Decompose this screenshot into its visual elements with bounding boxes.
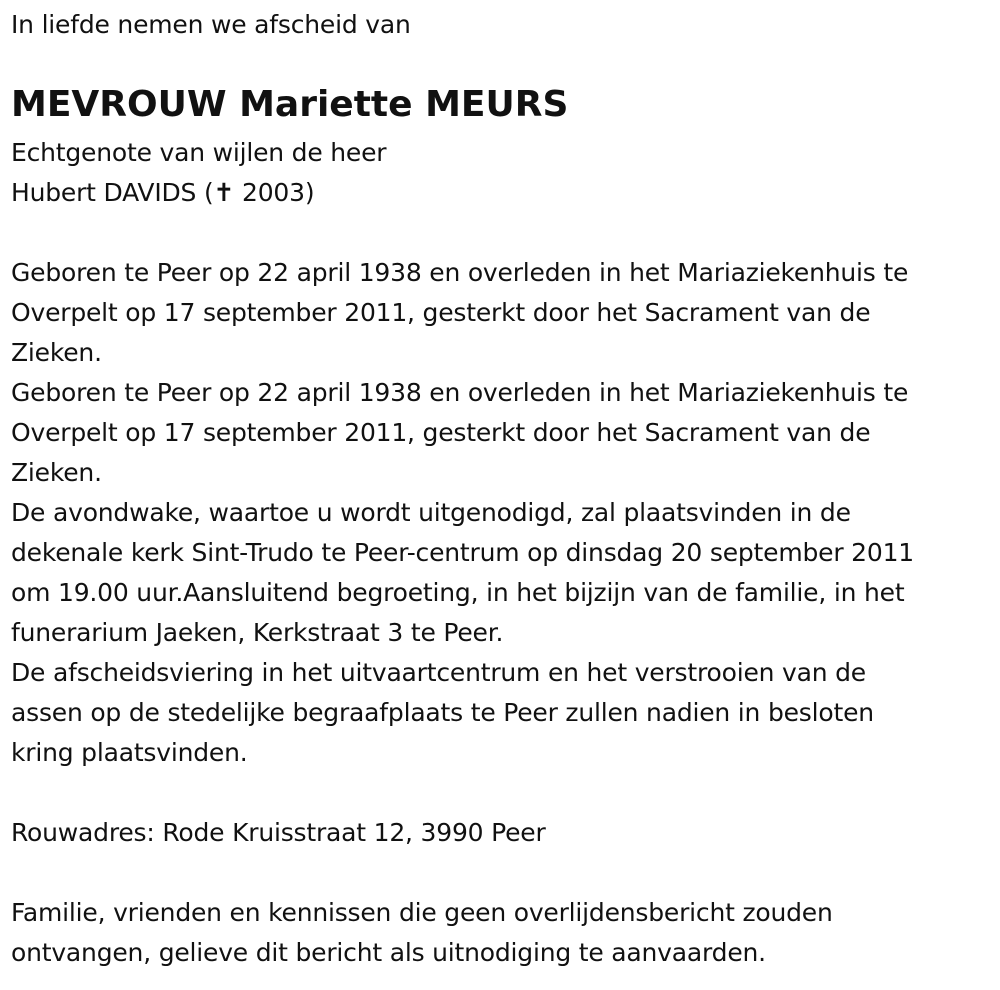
mourning-address: Rouwadres: Rode Kruisstraat 12, 3990 Peer xyxy=(11,818,546,847)
details-line: om 19.00 uur.Aansluitend begroeting, in het bijzijn van de familie, in het xyxy=(11,578,905,607)
details-line: Geboren te Peer op 22 april 1938 en overleden in het Mariaziekenhuis te xyxy=(11,378,909,407)
details-line: assen op de stedelijke begraafplaats te Peer zullen nadien in besloten xyxy=(11,698,874,727)
details-line: funerarium Jaeken, Kerkstraat 3 te Peer. xyxy=(11,618,504,647)
details-line: De avondwake, waartoe u wordt uitgenodigd, zal plaatsvinden in de xyxy=(11,498,851,527)
spouse-line: Echtgenote van wijlen de heer xyxy=(11,138,387,167)
family-line: ontvangen, gelieve dit bericht als uitnodiging te aanvaarden. xyxy=(11,938,766,967)
deceased-name: MEVROUW Mariette MEURS xyxy=(11,84,569,125)
details-line: Geboren te Peer op 22 april 1938 en overleden in het Mariaziekenhuis te xyxy=(11,258,909,287)
details-line: Zieken. xyxy=(11,458,102,487)
details-line: Zieken. xyxy=(11,338,102,367)
family-block xyxy=(11,893,833,973)
details-line: Overpelt op 17 september 2011, gesterkt door het Sacrament van de xyxy=(11,418,871,447)
family-line: Familie, vrienden en kennissen die geen overlijdensbericht zouden xyxy=(11,898,833,927)
details-block xyxy=(11,253,914,773)
details-line: dekenale kerk Sint-Trudo te Peer-centrum op dinsdag 20 september 2011 xyxy=(11,538,914,567)
spouse-line: Hubert DAVIDS (✝ 2003) xyxy=(11,178,315,207)
address-block xyxy=(11,813,546,853)
spouse-block xyxy=(11,133,386,213)
details-line: De afscheidsviering in het uitvaartcentrum en het verstrooien van de xyxy=(11,658,866,687)
details-line: Overpelt op 17 september 2011, gesterkt door het Sacrament van de xyxy=(11,298,871,327)
intro-text: In liefde nemen we afscheid van xyxy=(11,10,411,39)
details-line: kring plaatsvinden. xyxy=(11,738,248,767)
